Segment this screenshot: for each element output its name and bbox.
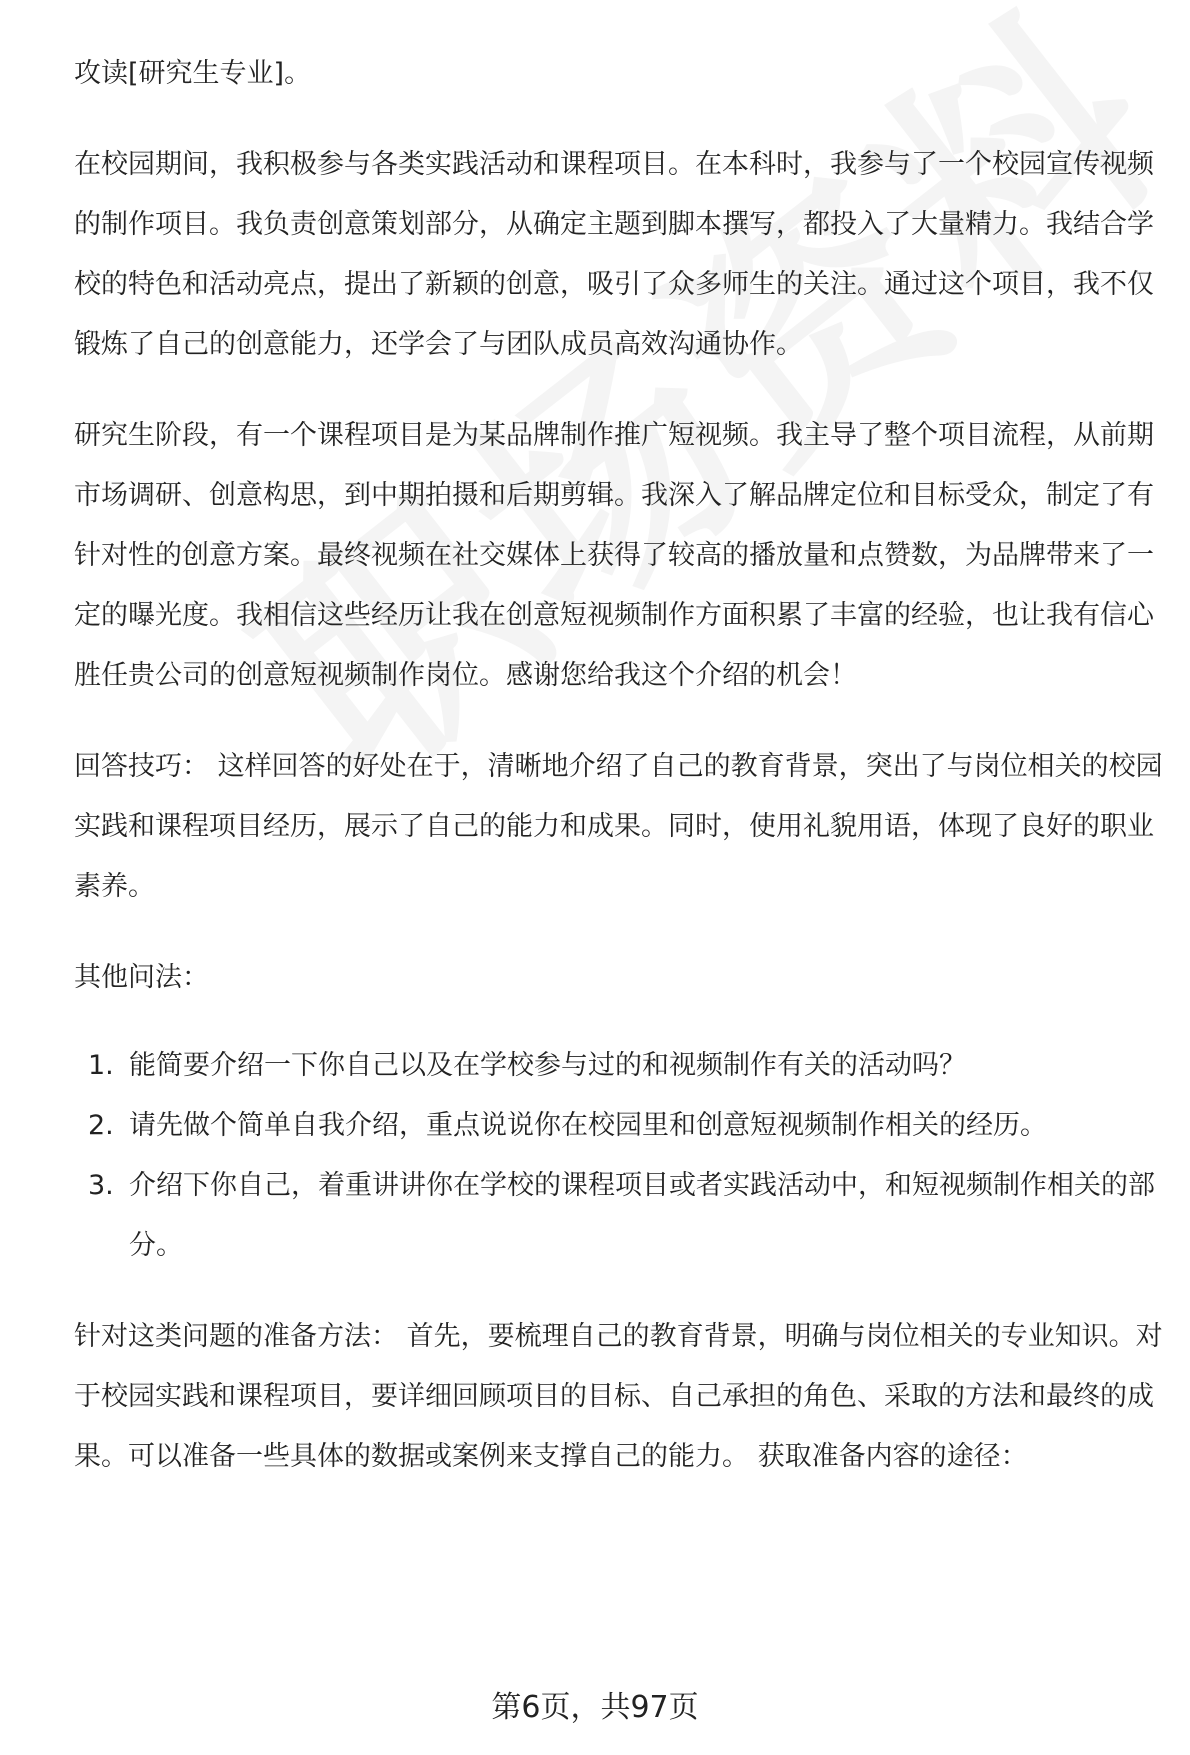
paragraph-preparation-method: 针对这类问题的准备方法： 首先，要梳理自己的教育背景，明确与岗位相关的专业知识。对于校园实践和课程项目，要详细回顾项目的目标、自己承担的角色、采取的方法和最终的成果。可以准备一些具体的数据或案例来支撑自己的能力。 获取准备内容的途径： bbox=[74, 1321, 1163, 1472]
list-item bbox=[74, 1156, 1164, 1276]
list-text: 能简要介绍一下你自己以及在学校参与过的和视频制作有关的活动吗？ bbox=[129, 1050, 966, 1081]
paragraph-campus-experience: 在校园期间，我积极参与各类实践活动和课程项目。在本科时，我参与了一个校园宣传视频的制作项目。我负责创意策划部分，从确定主题到脚本撰写，都投入了大量精力。我结合学校的特色和活动亮点，提出了新颖的创意，吸引了众多师生的关注。通过这个项目，我不仅锻炼了自己的创意能力，还学会了与团队成员高效沟通协作。 bbox=[74, 149, 1154, 360]
list-item bbox=[74, 1096, 1164, 1156]
paragraph-other-questions-heading: 其他问法： bbox=[74, 962, 209, 993]
list-number: 1. bbox=[88, 1050, 114, 1081]
list-text: 介绍下你自己，着重讲讲你在学校的课程项目或者实践活动中，和短视频制作相关的部分。 bbox=[129, 1170, 1155, 1261]
list-number: 3. bbox=[88, 1170, 114, 1201]
paragraph-answer-tips: 回答技巧： 这样回答的好处在于，清晰地介绍了自己的教育背景，突出了与岗位相关的校园实践和课程项目经历，展示了自己的能力和成果。同时，使用礼貌用语，体现了良好的职业素养。 bbox=[74, 751, 1163, 902]
list-text: 请先做个简单自我介绍，重点说说你在校园里和创意短视频制作相关的经历。 bbox=[129, 1110, 1047, 1141]
other-questions-list bbox=[74, 1036, 1164, 1276]
list-item bbox=[74, 1036, 1164, 1096]
page-number: 第6页，共97页 bbox=[491, 1690, 699, 1725]
paragraph-degree: 攻读[研究生专业]。 bbox=[74, 58, 312, 89]
paragraph-graduate-project: 研究生阶段，有一个课程项目是为某品牌制作推广短视频。我主导了整个项目流程，从前期市场调研、创意构思，到中期拍摄和后期剪辑。我深入了解品牌定位和目标受众，制定了有针对性的创意方案。最终视频在社交媒体上获得了较高的播放量和点赞数，为品牌带来了一定的曝光度。我相信这些经历让我在创意短视频制作方面积累了丰富的经验，也让我有信心胜任贵公司的创意短视频制作岗位。感谢您给我这个介绍的机会！ bbox=[74, 420, 1154, 691]
document-body bbox=[74, 44, 1164, 1518]
list-number: 2. bbox=[88, 1110, 114, 1141]
